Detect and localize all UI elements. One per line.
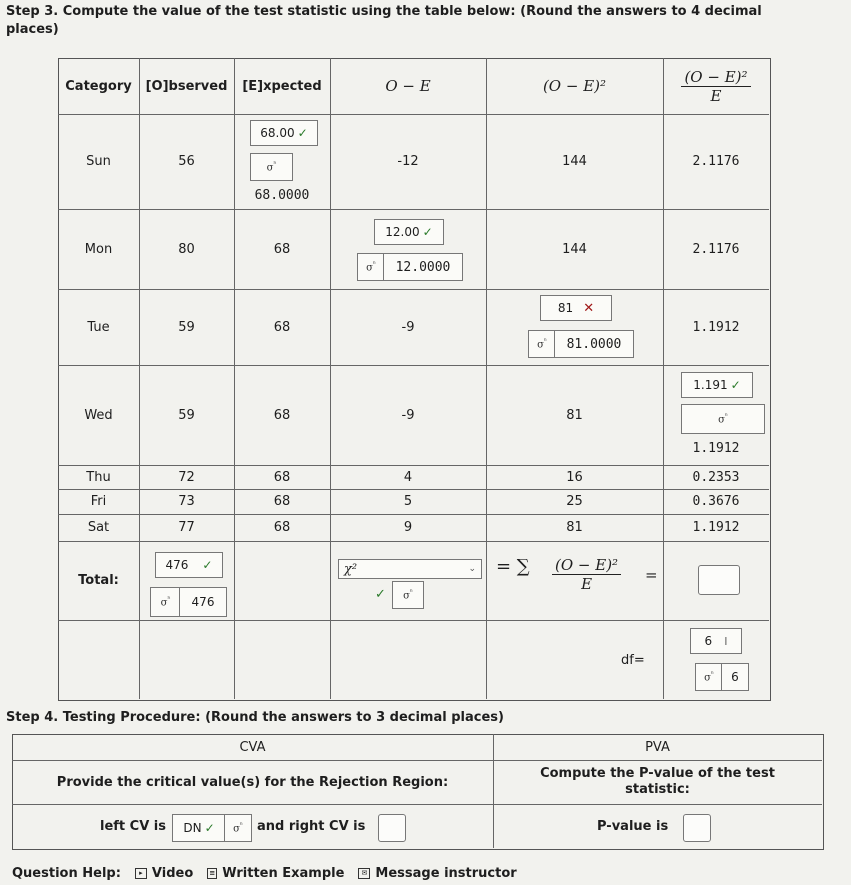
message-instructor-link-label: Message instructor [375,866,517,881]
header-expected: [E]xpected [242,78,322,94]
row-fri-fraction: 0.3676 [692,494,740,509]
row-fri-observed: 73 [178,494,195,509]
video-icon: ▸ [135,868,147,879]
check-icon: ✓ [204,821,215,835]
row-sun-expected-input[interactable] [250,120,318,146]
step4-title: Step 4. Testing Procedure: (Round the answers to 3 decimal places) [6,710,504,725]
row-wed-observed: 59 [178,407,195,423]
row-wed-expected: 68 [273,407,291,423]
message-instructor-link[interactable] [358,866,516,881]
sigma-superscript-icon: $\sigma^{^n}$ [160,595,171,609]
row-wed-fraction-value: 1.1912 [692,440,740,456]
row-tue-o-minus-e-squared-value: 81.0000 [554,330,634,358]
pvalue-input[interactable] [683,814,711,842]
row-tue-o-minus-e-squared-math-button[interactable] [528,330,556,358]
step3-title-line1: Step 3. Compute the value of the test statistic using the table below: (Round the answers to 4 decimal [6,4,762,19]
df-math-button[interactable] [695,663,723,691]
pvalue-label: P-value is [597,819,669,834]
row-sat-observed: 77 [178,520,195,535]
header-category: Category [65,78,132,94]
row-sun-expected-math-button[interactable] [250,153,293,181]
row-sun-expected-input-value: 68.00 [260,126,295,140]
sum-fraction [552,556,621,593]
check-icon: ✓ [297,126,308,140]
sum-fraction-numerator: (O − E)² [552,556,621,575]
envelope-icon: ✉ [358,868,370,879]
sigma-superscript-icon: $\sigma^{^n}$ [537,337,547,351]
sum-fraction-denominator: E [581,575,593,593]
check-icon: ✓ [730,378,741,392]
cva-description: Provide the critical value(s) for the Rejection Region: [56,774,449,790]
left-cv-input[interactable] [172,814,226,842]
row-sat-fraction: 1.1912 [692,520,740,535]
row-thu-expected: 68 [273,469,291,485]
row-mon-category: Mon [84,241,113,257]
total-observed-input-value: 476 [165,558,189,572]
pva-description-line2: statistic: [625,782,690,797]
header-fraction [663,58,769,114]
check-icon: ✓ [422,225,433,239]
test-statistic-select-value: χ² [344,561,358,577]
row-tue-observed: 59 [178,319,195,335]
right-cv-label: and right CV is [257,819,366,834]
total-observed-input[interactable] [155,552,223,578]
header-pva: PVA [645,739,670,755]
row-thu-fraction: 0.2353 [692,469,740,485]
sigma-superscript-icon: $\sigma^{^n}$ [718,412,728,426]
cross-icon: ✕ [583,300,595,316]
sum-symbol: = ∑ [496,556,530,577]
row-tue-fraction: 1.1912 [692,319,740,335]
right-cv-input[interactable] [378,814,406,842]
row-thu-category: Thu [86,469,111,485]
row-mon-o-minus-e-input-value: 12.00 [385,225,420,239]
video-link[interactable] [135,866,193,881]
total-observed-value: 476 [179,587,227,617]
row-thu-observed: 72 [178,469,195,485]
row-fri-o-minus-e: 5 [403,494,413,509]
test-statistic-answer-input[interactable] [698,565,740,595]
total-observed-math-button[interactable] [150,587,181,617]
row-sun-category: Sun [86,154,111,169]
check-icon: ✓ [375,587,386,602]
row-sun-fraction: 2.1176 [692,154,740,169]
row-sun-observed: 56 [178,154,195,169]
video-link-label: Video [151,866,194,881]
header-o-minus-e: O − E [385,77,431,95]
row-fri-expected: 68 [273,494,291,509]
left-cv-label: left CV is [100,819,166,834]
chevron-down-icon: ⌄ [468,564,476,574]
row-wed-o-minus-e: -9 [401,407,415,423]
sigma-superscript-icon: $\sigma^{^n}$ [366,260,376,274]
row-sat-o-minus-e-squared: 81 [566,520,583,535]
row-sun-o-minus-e: -12 [397,154,419,169]
question-help-bar [12,866,517,881]
header-fraction-numerator: (O − E)² [681,68,750,87]
row-tue-o-minus-e: -9 [401,319,415,335]
row-wed-o-minus-e-squared: 81 [566,407,583,423]
row-sat-category: Sat [87,520,110,535]
cursor-icon: Ⅰ [724,634,728,648]
step3-title-line2: places) [6,22,59,37]
written-example-link[interactable] [207,866,344,881]
sigma-superscript-icon: $\sigma^{^n}$ [266,160,277,174]
sigma-superscript-icon: $\sigma^{^n}$ [233,821,243,835]
df-input[interactable] [690,628,742,654]
pva-description-line1: Compute the P-value of the test [540,766,775,781]
row-mon-o-minus-e-value: 12.0000 [383,253,463,281]
row-tue-o-minus-e-squared-input[interactable] [540,295,612,321]
header-cva: CVA [239,739,266,755]
written-example-link-label: Written Example [222,866,345,881]
sigma-superscript-icon: $\sigma^{^n}$ [704,670,714,684]
row-wed-fraction-input[interactable] [681,372,753,398]
row-sat-o-minus-e: 9 [403,520,413,535]
test-statistic-select[interactable] [338,559,482,579]
df-value: 6 [721,663,749,691]
row-sun-o-minus-e-squared: 144 [562,154,587,169]
sum-equals: = [645,566,658,584]
df-label: df= [621,653,645,668]
df-input-value: 6 [704,634,713,648]
header-o-minus-e-squared: (O − E)² [542,77,607,95]
row-mon-o-minus-e-squared: 144 [562,241,587,257]
row-sat-expected: 68 [273,520,291,535]
row-fri-category: Fri [90,494,107,509]
row-mon-o-minus-e-math-button[interactable] [357,253,385,281]
header-observed: [O]bserved [145,78,228,94]
row-tue-o-minus-e-squared-input-value: 81 [557,301,574,315]
row-thu-o-minus-e-squared: 16 [566,469,583,485]
row-mon-o-minus-e-input[interactable] [374,219,444,245]
row-wed-category: Wed [84,407,113,423]
row-wed-fraction-math-button[interactable] [681,404,765,434]
row-mon-observed: 80 [178,241,195,257]
row-thu-o-minus-e: 4 [403,469,413,485]
row-mon-fraction: 2.1176 [692,241,740,257]
left-cv-input-value: DN [183,821,202,835]
sigma-superscript-icon: $\sigma^{^n}$ [403,588,413,602]
question-help-label: Question Help: [12,866,121,881]
row-fri-o-minus-e-squared: 25 [566,494,583,509]
check-icon: ✓ [202,558,213,572]
test-statistic-math-button[interactable] [392,581,424,609]
row-tue-category: Tue [87,319,110,335]
left-cv-math-button[interactable] [224,814,252,842]
document-icon: ≡ [207,868,217,879]
row-mon-expected: 68 [273,241,291,257]
row-tue-expected: 68 [273,319,291,335]
total-label: Total: [78,573,119,588]
row-wed-fraction-input-value: 1.191 [693,378,728,392]
pva-description [493,760,822,804]
header-fraction-denominator: E [710,86,722,105]
row-sun-expected-value: 68.0000 [254,187,310,203]
